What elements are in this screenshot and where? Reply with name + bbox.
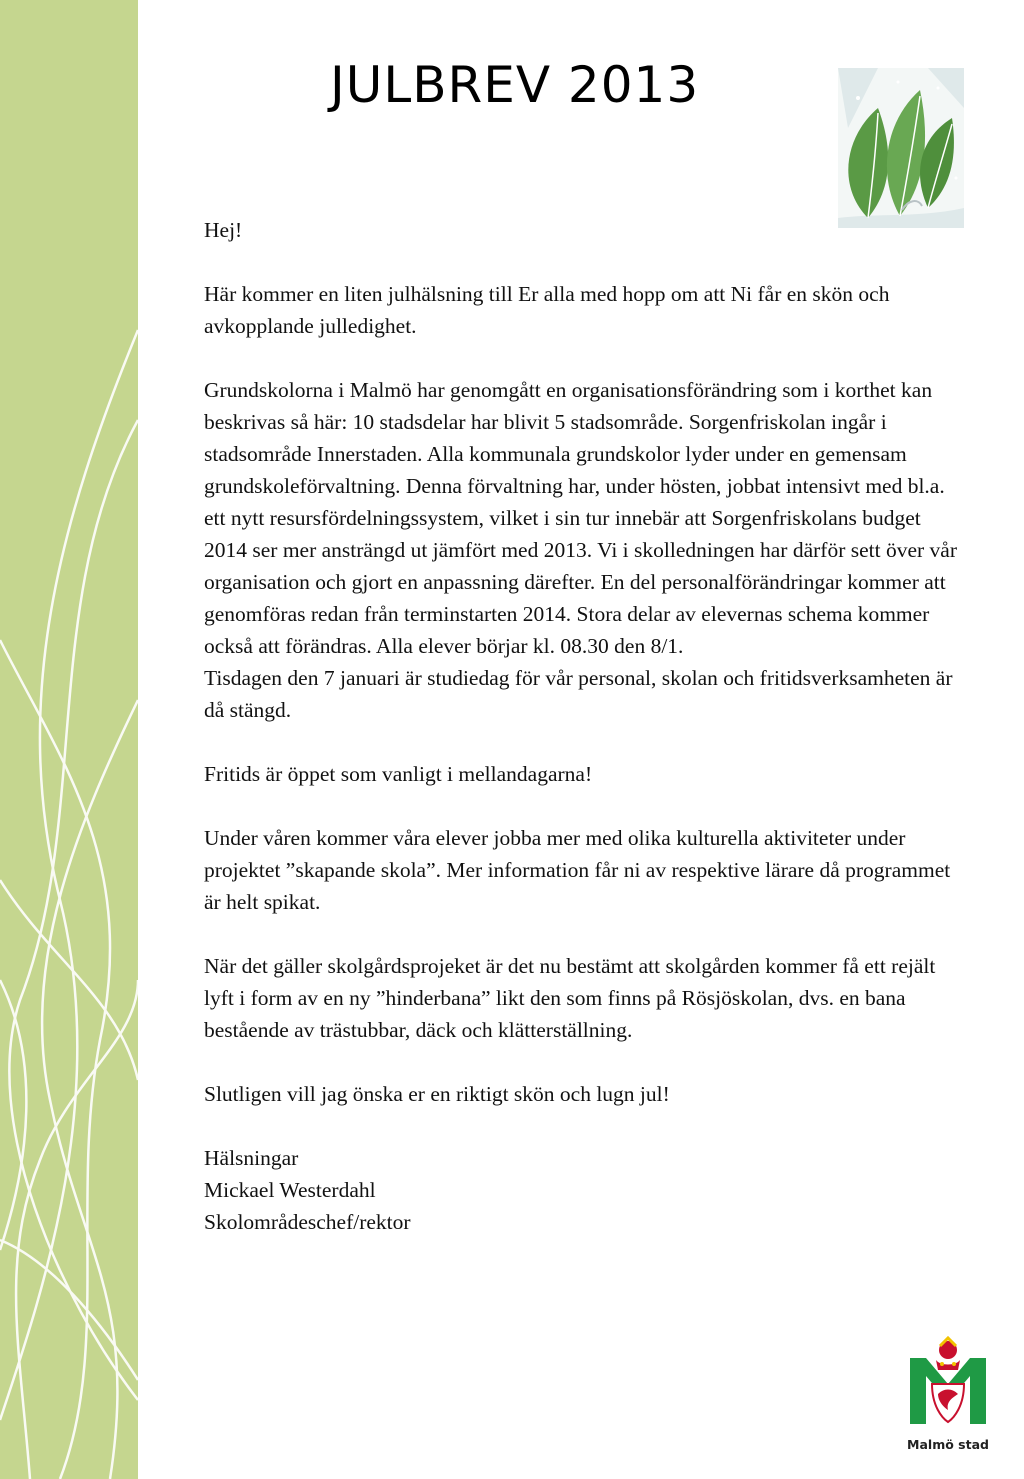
logo-caption: Malmö stad	[907, 1437, 989, 1452]
malmo-stad-logo	[906, 1336, 990, 1452]
sidebar-swirl-lines	[0, 0, 138, 1479]
paragraph-studiedag: Tisdagen den 7 januari är studiedag för vår personal, skolan och fritidsverksamheten är då stängd.	[204, 666, 953, 722]
paragraph-julhalsning: Här kommer en liten julhälsning till Er alla med hopp om att Ni får en skön och avkopplande julledighet.	[204, 282, 890, 338]
paragraph-skapande-skola: Under våren kommer våra elever jobba mer med olika kulturella aktiviteter under projektet ”skapande skola”. Mer information får ni av respektive lärare då programmet är helt spikat.	[204, 826, 951, 914]
paragraph-fritids: Fritids är öppet som vanligt i mellandagarna!	[204, 762, 593, 786]
closing: Hälsningar	[204, 1146, 299, 1170]
page-title: JULBREV 2013	[330, 56, 700, 114]
signer-title: Skolområdeschef/rektor	[204, 1210, 411, 1234]
greeting: Hej!	[204, 218, 243, 242]
signature-block	[204, 1142, 964, 1238]
signer-name: Mickael Westerdahl	[204, 1178, 376, 1202]
decorative-sidebar	[0, 0, 138, 1479]
green-leaves-icon	[838, 68, 964, 228]
paragraph-organisation: Grundskolorna i Malmö har genomgått en organisationsförändring som i korthet kan beskrivas så här: 10 stadsdelar har blivit 5 stadsområde. Sorgenfriskolan ingår i stadsområde Innerstaden. Alla kommunala grundskolor lyder under en gemensam grundskoleförvaltning. Denna förvaltning har, under hösten, jobbat intensivt med bl.a. ett nytt resursfördelningssystem, vilket i sin tur innebär att Sorgenfriskolans budget 2014 ser mer ansträngd ut jämfört med 2013. Vi i skolledningen har därför sett över vår organisation och gjort en anpassning därefter. En del personalförändringar kommer att genomföras redan från terminstarten 2014. Stora delar av elevernas schema kommer också att förändras. Alla elever börjar kl. 08.30 den 8/1.	[204, 378, 958, 658]
malmo-coat-of-arms-icon	[906, 1336, 990, 1428]
paragraph-skolgard: När det gäller skolgårdsprojeket är det nu bestämt att skolgården kommer få ett rejält lyft i form av en ny ”hinderbana” likt den som finns på Rösjöskolan, dvs. en bana bestående av trästubbar, däck och klätterställning.	[204, 954, 936, 1042]
letter-body	[204, 214, 964, 1238]
paragraph-god-jul: Slutligen vill jag önska er en riktigt skön och lugn jul!	[204, 1082, 670, 1106]
